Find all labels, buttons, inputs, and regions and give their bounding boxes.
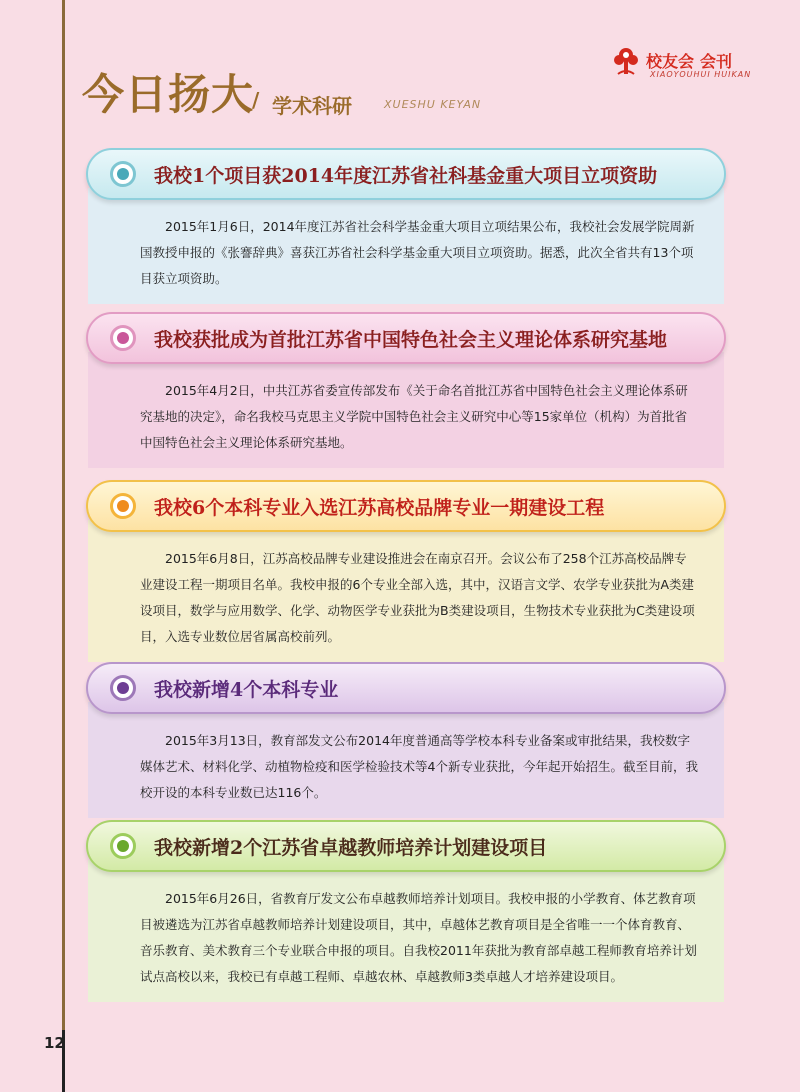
news-headline: 我校获批成为首批江苏省中国特色社会主义理论体系研究基地: [154, 328, 668, 351]
news-item-5: [86, 820, 726, 1002]
bullet-circle-icon: [110, 675, 136, 701]
news-body: 2015年6月8日，江苏高校品牌专业建设推进会在南京召开。会议公布了258个江苏高校品牌专业建设工程一期项目名单。我校申报的6个专业全部入选，其中，汉语言文学、农学专业获批为A类建设项目，数学与应用数学、化学、动物医学专业获批为B类建设项目，生物技术专业获批为C类建设项目，入选专业数位居省属高校前列。: [88, 520, 724, 662]
news-item-3: [86, 480, 726, 662]
news-body: 2015年4月2日，中共江苏省委宣传部发布《关于命名首批江苏省中国特色社会主义理论体系研究基地的决定》，命名我校马克思主义学院中国特色社会主义研究中心等15家单位（机构）为首批省中国特色社会主义理论体系研究基地。: [88, 352, 724, 468]
news-headline: 我校1个项目获2014年度江苏省社科基金重大项目立项资助: [154, 164, 658, 187]
news-headline-banner: [86, 148, 726, 200]
news-body: 2015年6月26日，省教育厅发文公布卓越教师培养计划项目。我校申报的小学教育、体艺教育项目被遴选为江苏省卓越教师培养计划建设项目，其中，卓越体艺教育项目是全省唯一一个体育教育、音乐教育、美术教育三个专业联合申报的项目。自我校2011年获批为教育部卓越工程师教育培养计划试点高校以来，我校已有卓越工程师、卓越农林、卓越教师3类卓越人才培养建设项目。: [88, 860, 724, 1002]
news-headline: 我校新增2个江苏省卓越教师培养计划建设项目: [154, 836, 548, 859]
news-item-1: [86, 148, 726, 304]
news-headline: 我校6个本科专业入选江苏高校品牌专业一期建设工程: [154, 496, 605, 519]
section-subtitle: 学术科研: [272, 94, 352, 118]
bullet-circle-icon: [110, 833, 136, 859]
news-headline-banner: [86, 480, 726, 532]
section-title: 今日扬大: [82, 70, 255, 119]
bullet-circle-icon: [110, 325, 136, 351]
alumni-logo-icon: [612, 46, 640, 76]
section-subtitle-en: XUESHU KEYAN: [384, 98, 482, 111]
bullet-circle-icon: [110, 493, 136, 519]
header-slash: /: [252, 88, 260, 112]
news-item-2: [86, 312, 726, 468]
margin-rule: [62, 0, 65, 1092]
page-number: 12: [44, 1034, 65, 1052]
journal-name-b: 会刊: [700, 52, 733, 71]
journal-name: [646, 49, 732, 72]
journal-name-en: XIAOYOUHUI HUIKAN: [650, 70, 752, 79]
news-headline: 我校新增4个本科专业: [154, 678, 339, 701]
news-headline-banner: [86, 662, 726, 714]
news-headline-banner: [86, 820, 726, 872]
news-item-4: [86, 662, 726, 818]
news-headline-banner: [86, 312, 726, 364]
journal-name-a: 校友会: [646, 52, 695, 71]
news-body: 2015年3月13日，教育部发文公布2014年度普通高等学校本科专业备案或审批结果，我校数字媒体艺术、材料化学、动植物检疫和医学检验技术等4个新专业获批，今年起开始招生。截至目前，我校开设的本科专业数已达116个。: [88, 702, 724, 818]
news-body: 2015年1月6日，2014年度江苏省社会科学基金重大项目立项结果公布，我校社会发展学院周新国教授申报的《张謇辞典》喜获江苏省社会科学基金重大项目立项资助。据悉，此次全省共有13个项目获立项资助。: [88, 188, 724, 304]
bullet-circle-icon: [110, 161, 136, 187]
